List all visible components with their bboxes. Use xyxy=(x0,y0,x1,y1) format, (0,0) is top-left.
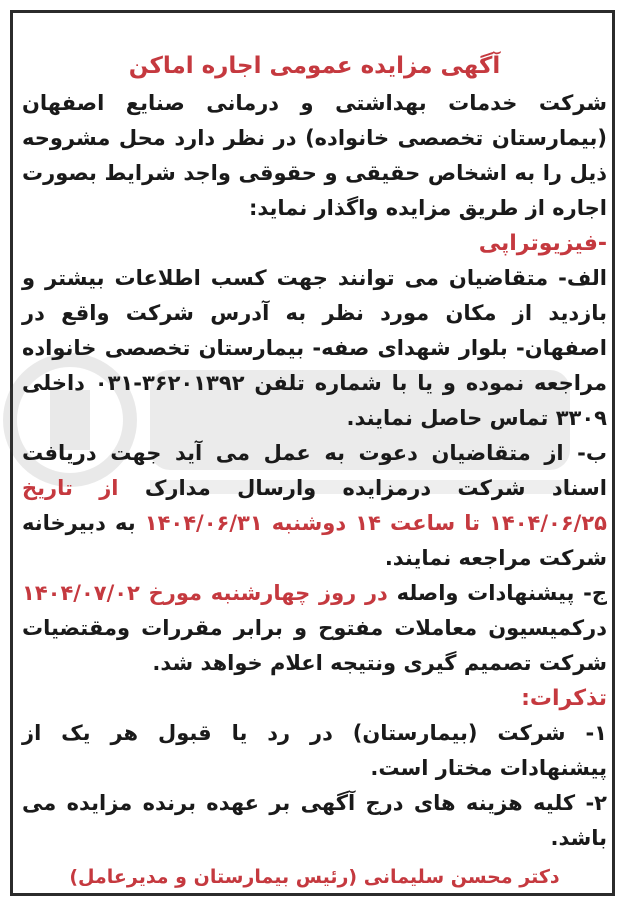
note-item: ۲- کلیه هزینه های درج آگهی بر عهده برنده مزایده می باشد. xyxy=(22,791,607,850)
clause-b-text: ب- از متقاضیان دعوت به عمل می آید جهت دریافت اسناد شرکت درمزایده وارسال مدارک xyxy=(22,441,608,500)
note-item: ۱- شرکت (بیمارستان) در رد یا قبول هر یک از پیشنهادات مختار است. xyxy=(22,721,607,780)
intro-paragraph: شرکت خدمات بهداشتی و درمانی صنایع اصفهان (بیمارستان تخصصی خانواده) در نظر دارد محل مشروحه ذیل را به اشخاص حقیقی و حقوقی واجد شرایط بصورت اجاره از طریق مزایده واگذار نماید: xyxy=(22,91,607,220)
clause-c xyxy=(22,576,607,681)
signature: دکتر محسن سلیمانی (رئیس بیمارستان و مدیرعامل) xyxy=(69,866,560,888)
clause-c-date: در روز چهارشنبه مورخ ۱۴۰۴/۰۷/۰۲ xyxy=(22,581,388,605)
clause-b xyxy=(22,436,607,576)
clause-a: الف- متقاضیان می توانند جهت کسب اطلاعات بیشتر و بازدید از مکان مورد نظر به آدرس شرکت واقع در اصفهان- بلوار شهدای صفه- بیمارستان تخصصی خانواده مراجعه نموده و یا با شماره تلفن ۳۶۲۰۱۳۹۲-۰۳۱ داخلی ۳۳۰۹ تماس حاصل نمایند. xyxy=(22,266,607,430)
notes-heading: تذکرات: xyxy=(521,686,607,711)
clause-c-text: ج- پیشنهادات واصله xyxy=(396,581,607,605)
ad-content xyxy=(22,48,607,896)
ad-title: آگهی مزایده عمومی اجاره اماکن xyxy=(128,53,501,79)
subject-heading: -فیزیوتراپی xyxy=(478,231,607,256)
clause-b-dates: از تاریخ ۱۴۰۴/۰۶/۲۵ تا ساعت ۱۴ دوشنبه ۱۴۰۴/۰۶/۳۱ xyxy=(22,476,607,535)
clause-c-text-end: درکمیسیون معاملات مفتوح و برابر مقررات ومقتضیات شرکت تصمیم گیری ونتیجه اعلام خواهد شد. xyxy=(22,616,607,675)
clause-b-text-end: به دبیرخانه شرکت مراجعه نمایند. xyxy=(22,511,607,570)
